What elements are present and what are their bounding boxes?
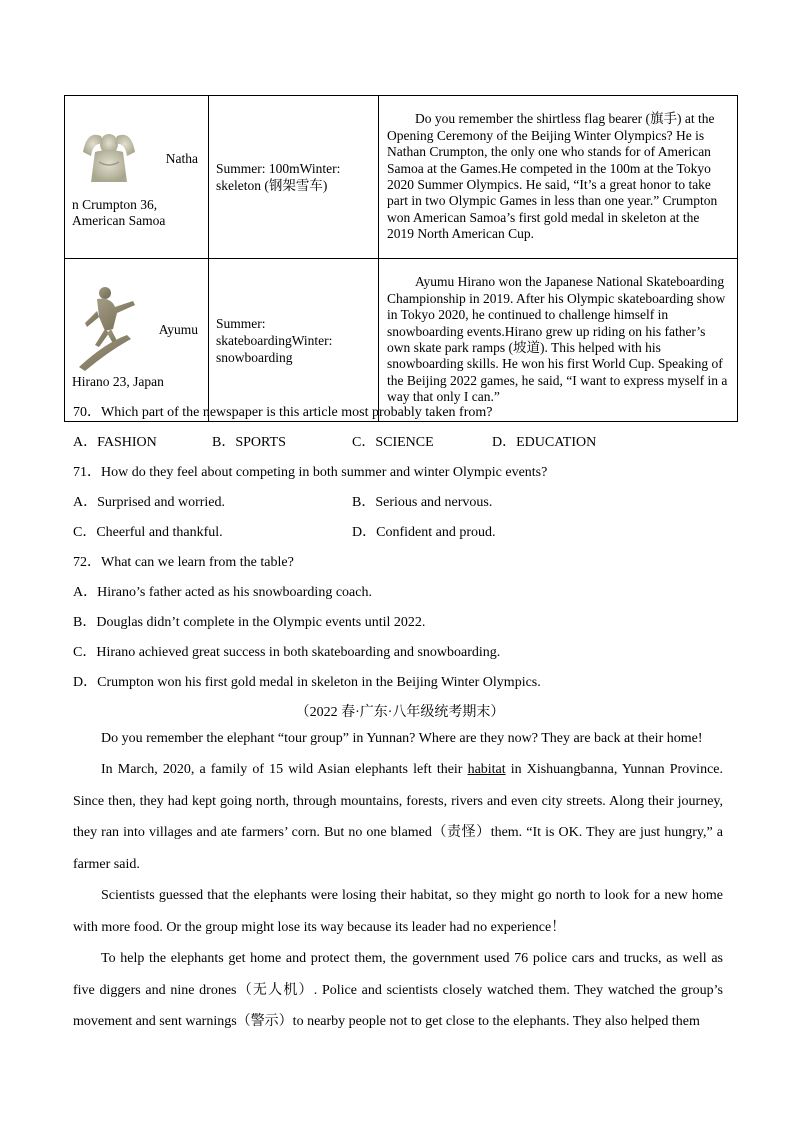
passage-text: in Xishuangbanna, Yunnan Province. Since then, they had kept going north, through mountains, forests, rivers and even city streets. Along their journey, they ran into villages and ate farmers’ corn. But no one blamed（责怪）them. “It is OK. They are just hungry,” a farmer said. <box>73 762 723 872</box>
answer-option[interactable]: A．Hirano’s father acted as his snowboarding coach. <box>73 585 372 600</box>
athlete-photo-crumpton <box>73 122 145 184</box>
answer-option[interactable]: B．SPORTS <box>212 435 286 450</box>
athlete-events-cell: Summer: skateboardingWinter: snowboarding <box>209 259 379 422</box>
athlete-name-part: n Crumpton 36, <box>72 197 158 212</box>
answer-option[interactable]: A．Surprised and worried. <box>73 495 226 510</box>
athlete-events-cell: Summer: 100mWinter: skeleton (钢架雪车) <box>209 96 379 259</box>
passage-paragraph: Do you remember the elephant “tour group” in Yunnan? Where are they now? They are back at their home! <box>101 731 703 746</box>
athlete-name-part: Hirano 23, Japan <box>72 374 164 389</box>
athlete-story: Do you remember the shirtless flag bearer (旗手) at the Opening Ceremony of the Beijing Winter Olympics? He is Nathan Crumpton, the only one who stands for of American Samoa at the Games.He competed in the 100m at the Tokyo 2020 Summer Olympics. He said, “It’s a great honor to take part in two Olympic Games in less than one year.” Crumpton won American Samoa’s first gold medal in skeleton at the 2019 North American Cup. <box>387 111 718 242</box>
athlete-name-part: Ayumu <box>158 322 198 337</box>
answer-option[interactable]: D．Confident and proud. <box>352 525 496 540</box>
passage-text: In March, 2020, a family of 15 wild Asian elephants left their <box>101 762 468 777</box>
passage-paragraph: Scientists guessed that the elephants were losing their habitat, so they might go north to look for a new home with more food. Or the group might lose its way because its leader had no experience！ <box>73 888 723 935</box>
question-stem: 70．Which part of the newspaper is this article most probably taken from? <box>73 405 493 420</box>
athlete-story-cell <box>379 96 738 259</box>
table-row <box>65 259 738 422</box>
answer-option[interactable]: C．Cheerful and thankful. <box>73 525 223 540</box>
athlete-story-cell <box>379 259 738 422</box>
answer-option[interactable]: A．FASHION <box>73 435 157 450</box>
athlete-country: American Samoa <box>72 213 166 228</box>
question-stem: 71．How do they feel about competing in both summer and winter Olympic events? <box>73 465 548 480</box>
athlete-table <box>64 95 738 422</box>
passage-source: （2022 春·广东·八年级统考期末） <box>295 705 505 720</box>
question-stem: 72．What can we learn from the table? <box>73 555 294 570</box>
answer-option[interactable]: C．Hirano achieved great success in both skateboarding and snowboarding. <box>73 645 501 660</box>
answer-option[interactable]: B．Serious and nervous. <box>352 495 493 510</box>
answer-option[interactable]: C．SCIENCE <box>352 435 434 450</box>
athlete-name-cell <box>65 96 209 259</box>
answer-option[interactable]: D．EDUCATION <box>492 435 597 450</box>
table-row <box>65 96 738 259</box>
athlete-name-part: Natha <box>165 151 198 166</box>
athlete-photo-hirano <box>75 283 147 373</box>
answer-option[interactable]: B．Douglas didn’t complete in the Olympic events until 2022. <box>73 615 426 630</box>
answer-option[interactable]: D．Crumpton won his first gold medal in skeleton in the Beijing Winter Olympics. <box>73 675 541 690</box>
passage-paragraph: To help the elephants get home and protect them, the government used 76 police cars and trucks, as well as five diggers and nine drones（无人机）. Police and scientists closely watched them. They watched the group’s movement and sent warnings（警示）to nearby people not to get close to the elephants. They also helped them <box>73 951 723 1029</box>
underlined-word: habitat <box>467 762 506 777</box>
passage-paragraph <box>73 754 723 880</box>
athlete-story: Ayumu Hirano won the Japanese National Skateboarding Championship in 2019. After his Olympic skateboarding show in Tokyo 2020, he continued to challenge himself in snowboarding events.Hirano grew up riding on his father’s own skate park ramps (坡道). This helped with his snowboarding skills. He won his first World Cup. Speaking of the Beijing 2022 games, he said, “I want to express myself in a way that only I can.” <box>387 274 728 405</box>
athlete-name-cell <box>65 259 209 422</box>
